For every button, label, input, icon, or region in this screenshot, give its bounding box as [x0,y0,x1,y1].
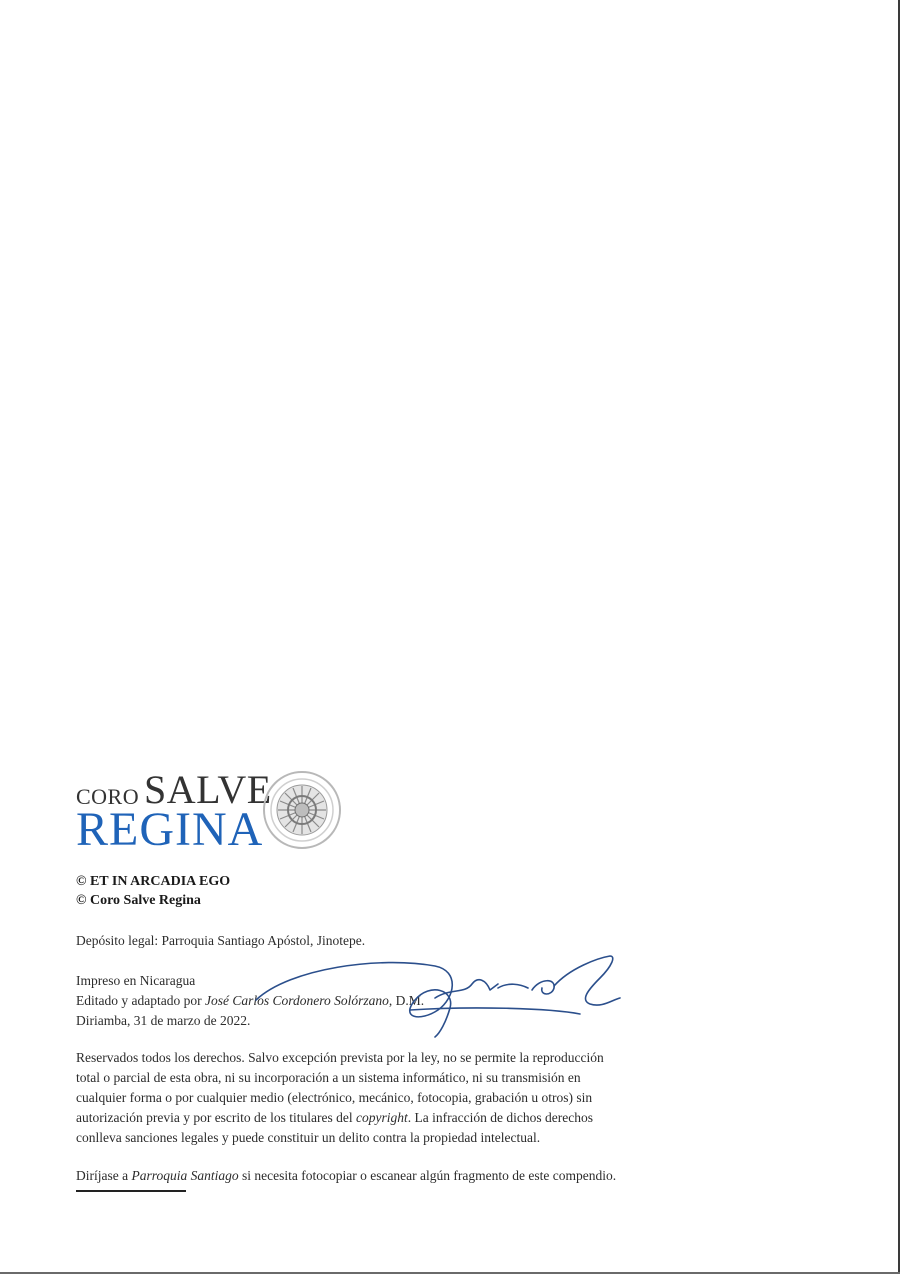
editado-suffix: , D.M. [388,993,425,1008]
footnote-rule [76,1190,186,1192]
logo-salve-text: SALVE [144,767,272,812]
copyright-line-1: © ET IN ARCADIA EGO [76,874,231,889]
coro-salve-regina-logo [76,768,356,858]
copyright-line-2: © Coro Salve Regina [76,893,201,908]
rights-line-2: total o parcial de esta obra, ni su incorporación a un sistema informático, ni su transmisión en [76,1070,581,1085]
signature [250,938,640,1038]
editado-prefix: Editado y adaptado por [76,993,205,1008]
copyright-word: copyright [356,1110,408,1125]
rights-line-5: conlleva sanciones legales y puede constituir un delito contra la propiedad intelectual. [76,1130,541,1145]
rights-line-4-suffix: . La infracción de dichos derechos [407,1110,593,1125]
dirijase-note [76,1166,616,1185]
dirijase-prefix: Diríjase a [76,1168,132,1183]
impreso-en: Impreso en Nicaragua [76,973,196,988]
rights-line-4 [76,1108,716,1128]
rights-line-4-prefix: autorización previa y por escrito de los titulares del [76,1110,357,1125]
rights-notice [76,1048,716,1148]
logo-coro-text: CORO [76,784,140,809]
fecha: Diriamba, 31 de marzo de 2022. [76,1013,251,1028]
deposito-legal: Depósito legal: Parroquia Santiago Apóstol, Jinotepe. [76,933,366,948]
dirijase-suffix: si necesita fotocopiar o escanear algún fragmento de este compendio. [238,1168,617,1183]
editor-name: José Carlos Cordonero Solórzano [204,993,389,1008]
rights-line-3: cualquier forma o por cualquier medio (electrónico, mecánico, fotocopia, grabación u otros) sin [76,1090,593,1105]
parroquia-santiago: Parroquia Santiago [131,1168,239,1183]
rosette-icon [262,770,342,850]
logo-regina-text: REGINA [76,803,264,856]
rights-line-1: Reservados todos los derechos. Salvo excepción prevista por la ley, no se permite la reproducción [76,1050,604,1065]
